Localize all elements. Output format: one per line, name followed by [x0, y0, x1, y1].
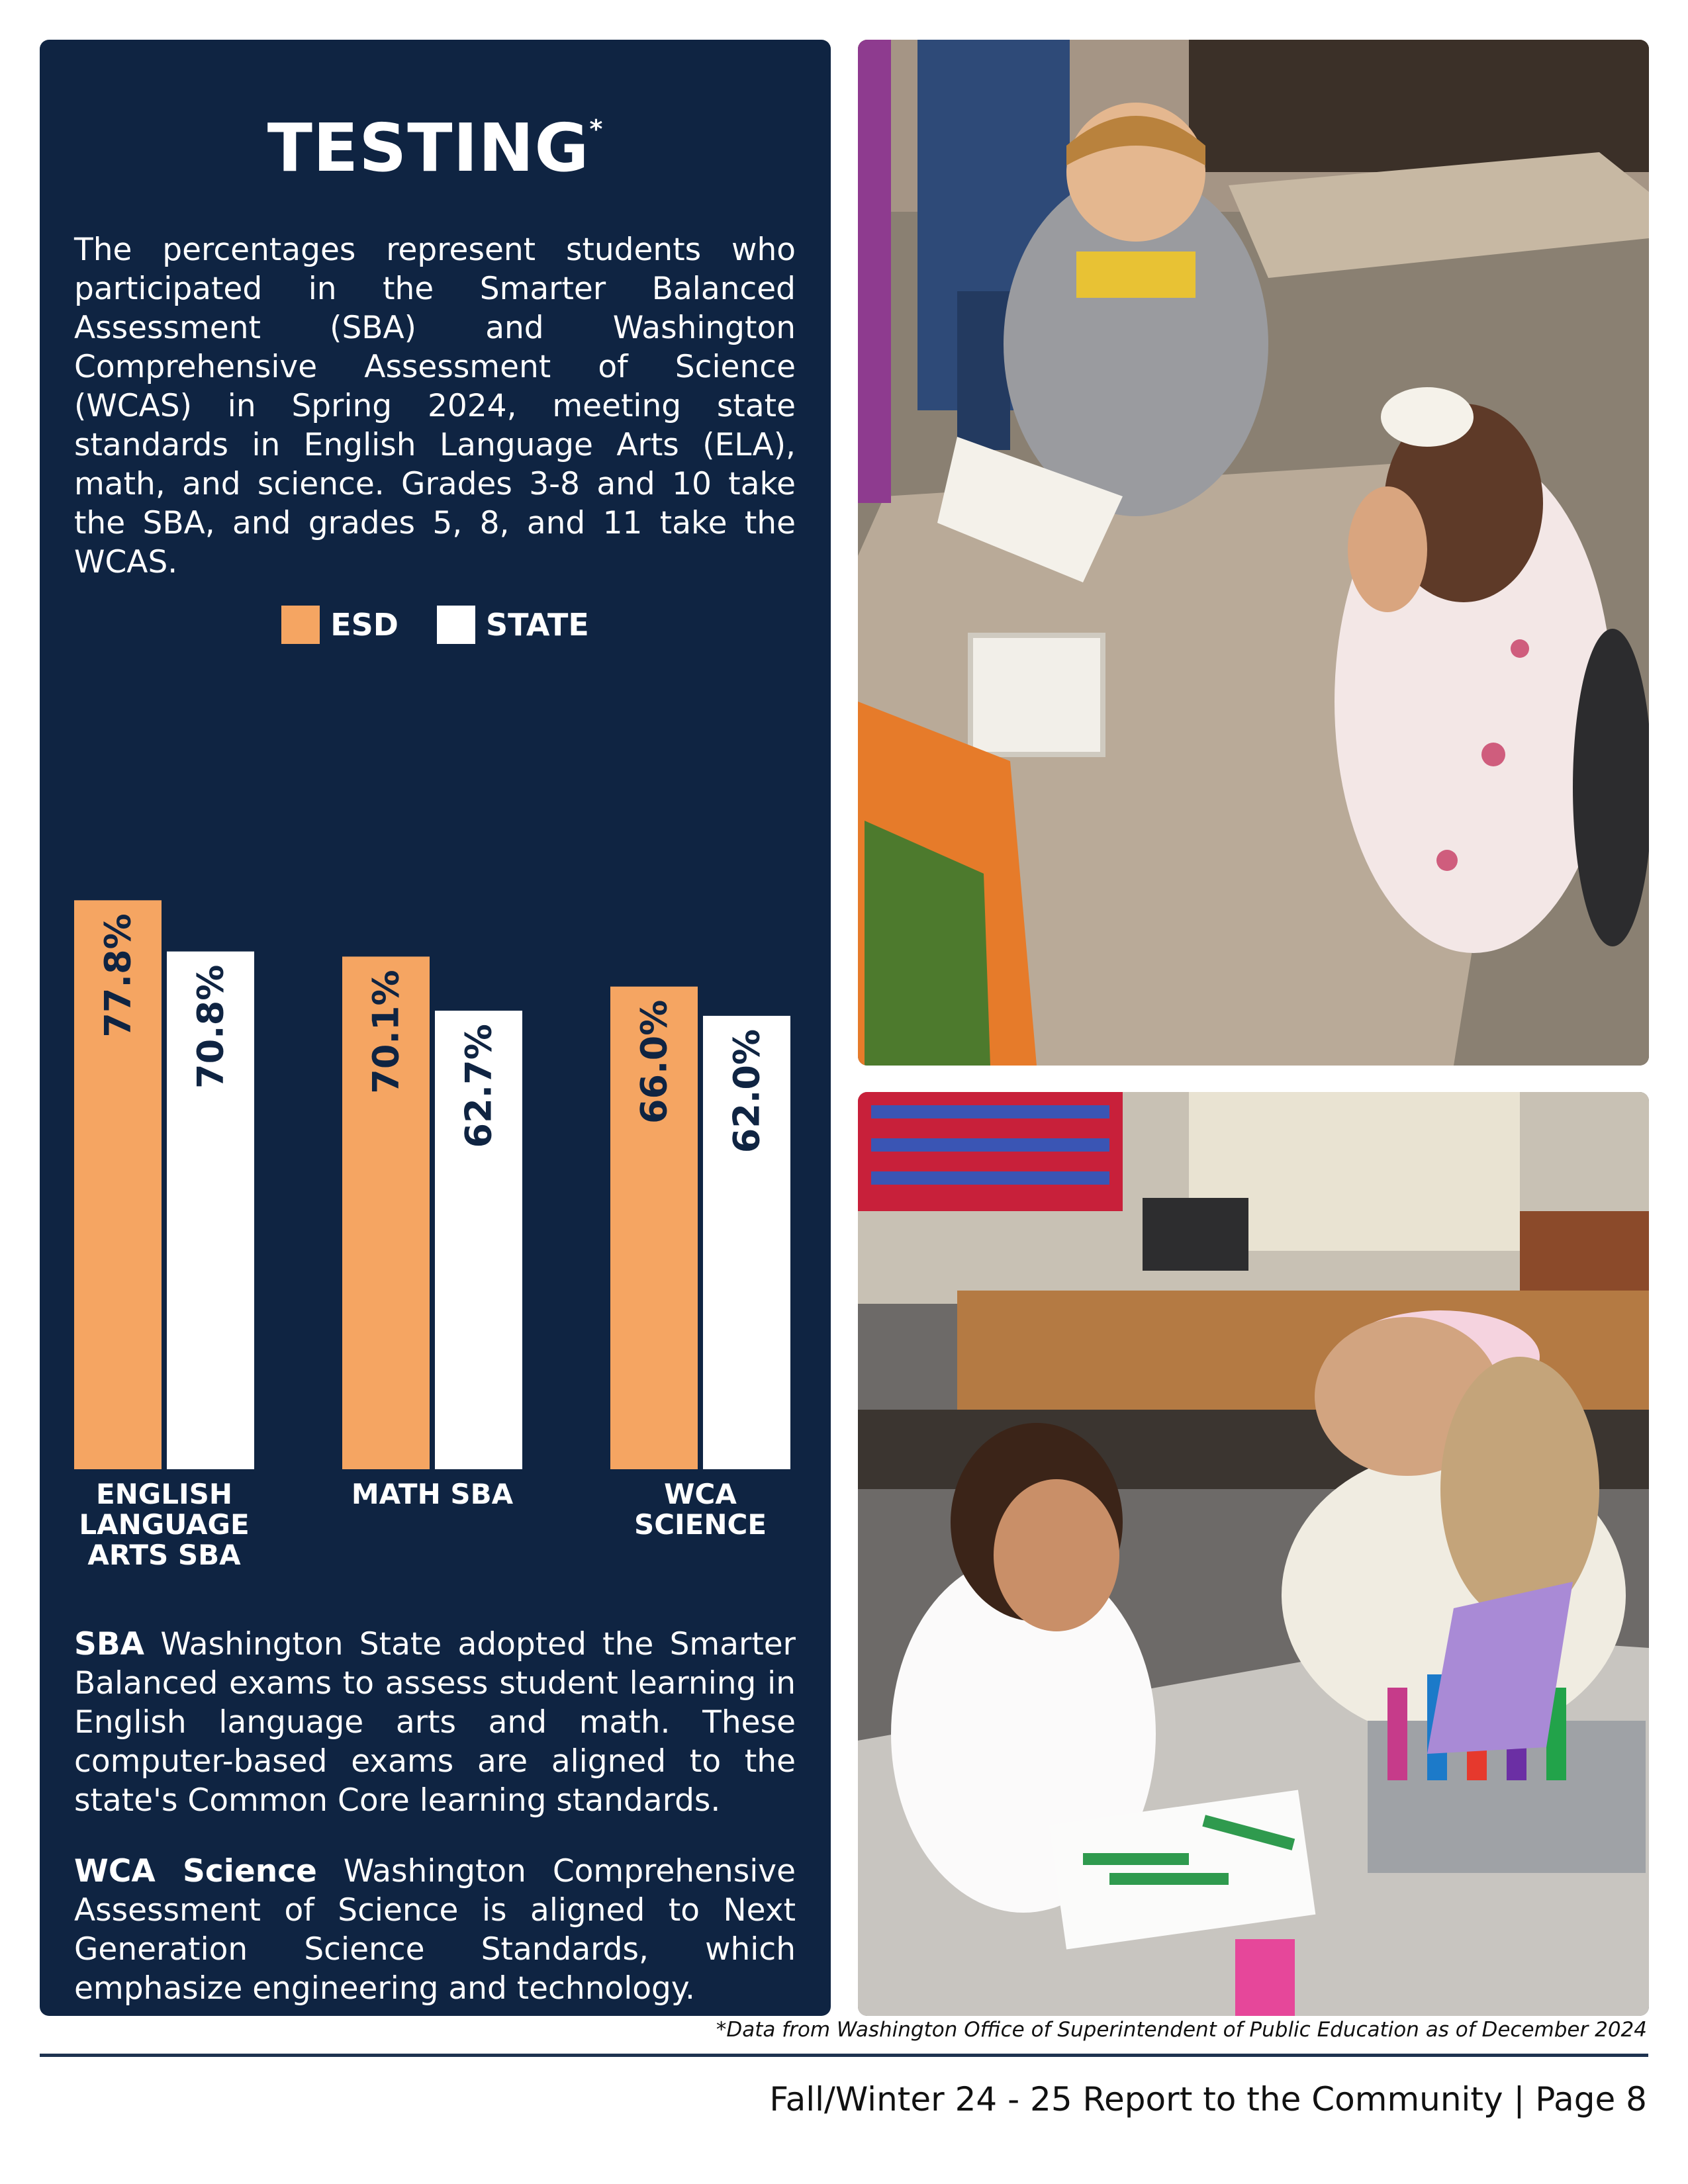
category-label-0: ENGLISH LANGUAGE ARTS SBA	[79, 1478, 250, 1571]
definition-text: Washington Comprehensive Assessment of Science is aligned to Next Generation Science Standards, which emphasize engineering and technology.	[74, 1853, 796, 2007]
bar-value-label-esd-2: 66.0%	[633, 999, 675, 1124]
testing-panel	[40, 40, 831, 2016]
bar-value-label-state-0: 70.8%	[189, 964, 232, 1089]
intro-paragraph: The percentages represent students who participated in the Smarter Balanced Assessment (SBA) and Washington Comprehensive Assessment of Science (WCAS) in Spring 2024, meeting state standards in English Language Arts (ELA), math, and science. Grades 3-8 and 10 take the SBA, and grades 5, 8, and 11 take the WCAS.	[74, 232, 796, 580]
definition-term: WCA Science	[74, 1853, 317, 1889]
photo-students-reading-art	[858, 40, 1649, 1066]
definition-wca	[74, 1852, 796, 2008]
bar-chart-svg	[74, 702, 802, 1482]
photo-students-reading	[858, 40, 1649, 1066]
definitions	[74, 1625, 796, 2040]
category-label-2: WCA SCIENCE	[633, 1478, 767, 1541]
bar-chart	[74, 702, 802, 1482]
definition-term: SBA	[74, 1626, 145, 1662]
photo-students-math-art	[858, 1092, 1649, 2016]
bar-value-label-state-1: 62.7%	[457, 1024, 500, 1148]
bar-value-label-esd-0: 77.8%	[97, 913, 139, 1038]
page-footer: Fall/Winter 24 - 25 Report to the Community | Page 8	[769, 2080, 1647, 2118]
category-label-1: MATH SBA	[351, 1478, 514, 1510]
legend-item-esd	[281, 606, 399, 644]
section-title	[40, 109, 831, 187]
definition-sba	[74, 1625, 796, 1820]
footer-rule	[40, 2054, 1648, 2057]
legend-swatch-state	[437, 606, 475, 644]
legend-item-state	[437, 606, 589, 644]
definition-text: Washington State adopted the Smarter Balanced exams to assess student learning in English language arts and math. These computer-based exams are aligned to the state's Common Core learning standards.	[74, 1626, 796, 1819]
legend-label-esd: ESD	[330, 607, 399, 643]
legend-label-state: STATE	[485, 607, 589, 643]
bar-value-label-esd-1: 70.1%	[365, 970, 407, 1094]
bar-value-label-state-2: 62.0%	[726, 1028, 768, 1154]
chart-legend	[40, 606, 831, 644]
data-source-footnote: *Data from Washington Office of Superintendent of Public Education as of December 2024	[716, 2018, 1647, 2042]
title-footnote-mark: *	[589, 114, 604, 144]
title-text: TESTING	[267, 109, 590, 187]
photo-students-math	[858, 1092, 1649, 2016]
legend-swatch-esd	[281, 606, 320, 644]
